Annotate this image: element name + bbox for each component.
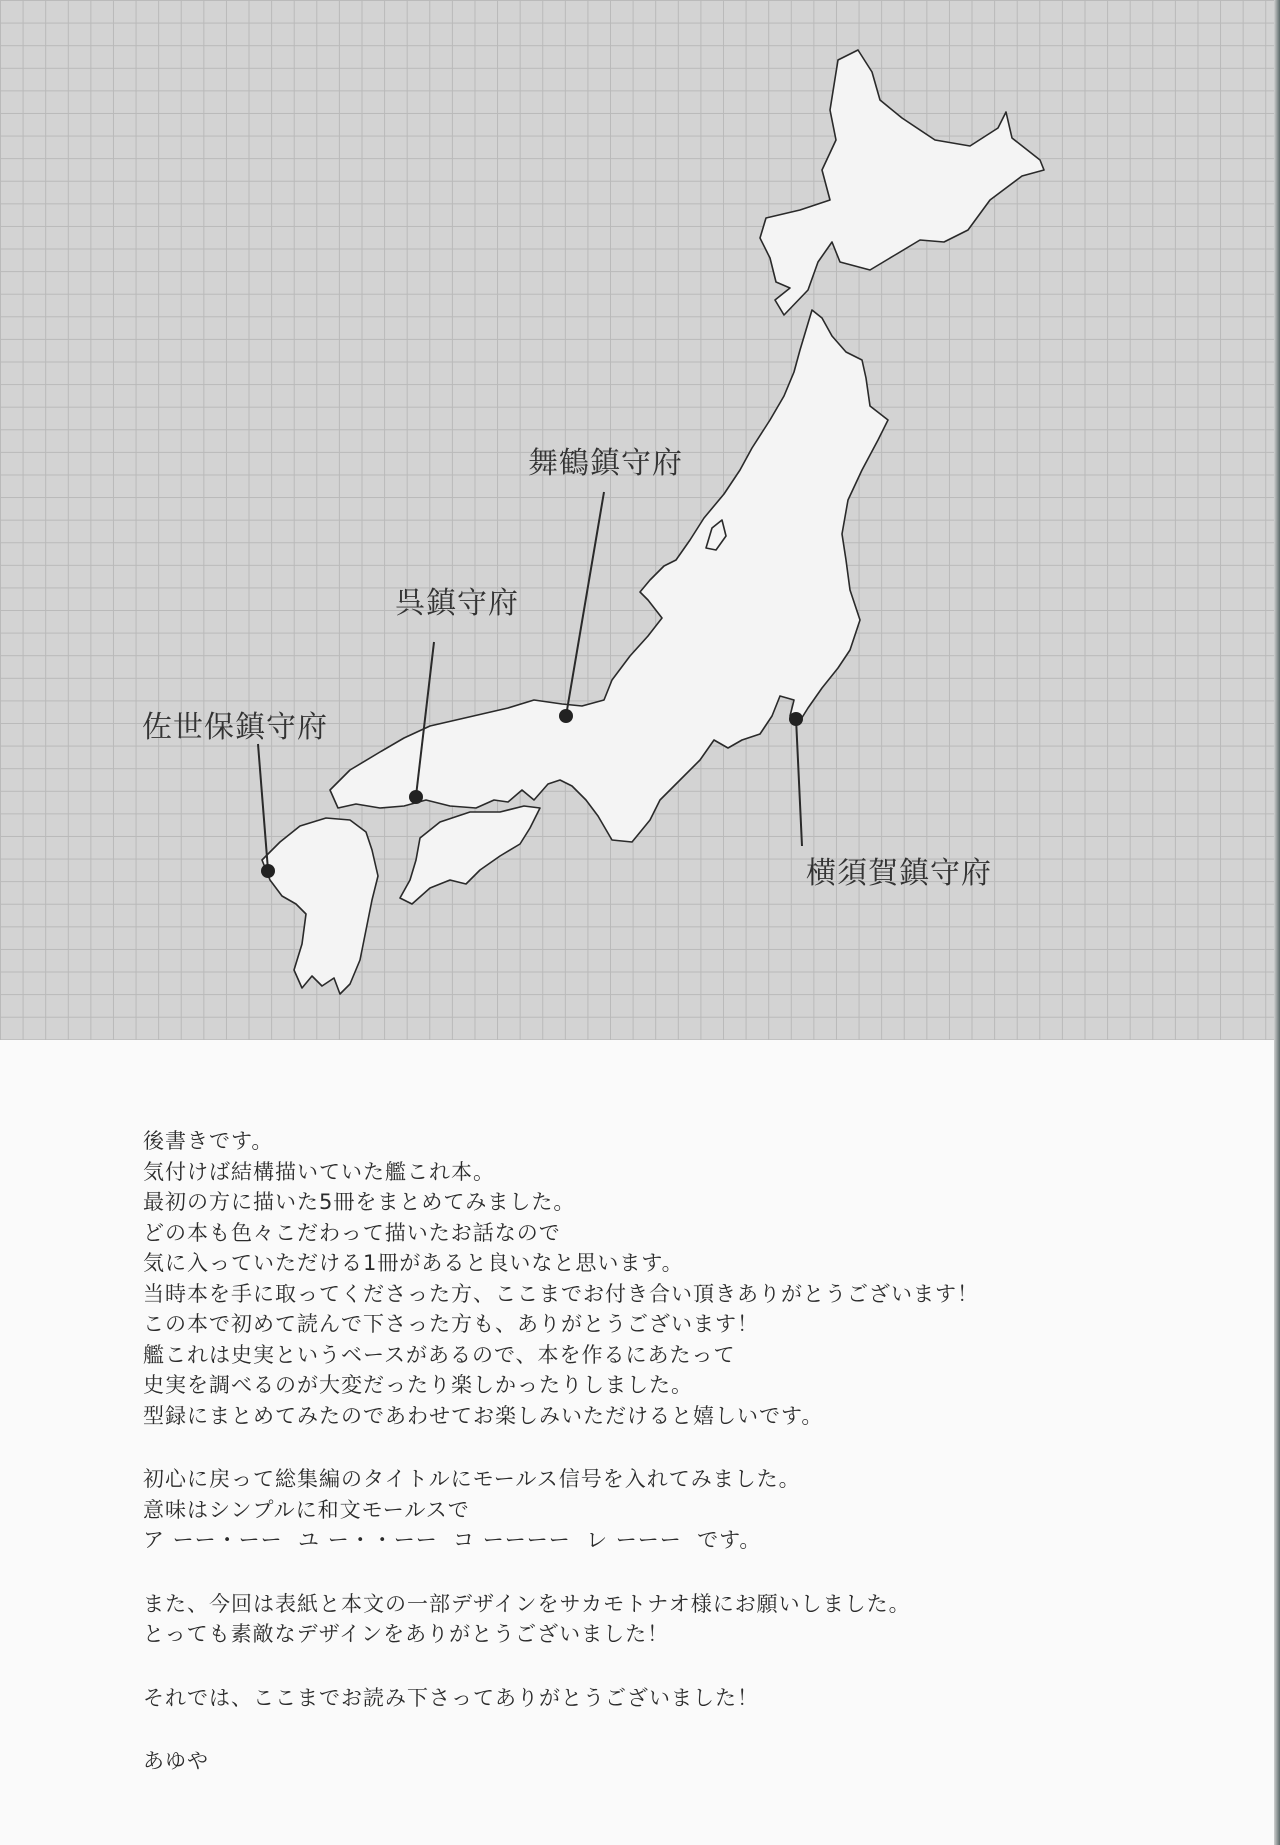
yokosuka-leader-line	[796, 718, 802, 846]
afterword-line: 史実を調べるのが大変だったり楽しかったりしました。	[143, 1373, 693, 1397]
afterword-line: どの本も色々こだわって描いたお話なので	[143, 1220, 561, 1245]
afterword-text	[143, 1126, 979, 1777]
hokkaido-shape	[760, 50, 1044, 315]
afterword-line: 気に入っていただける1冊があると良いなと思います。	[143, 1251, 684, 1275]
page-edge	[1274, 0, 1280, 1845]
afterword-line: とっても素敵なデザインをありがとうございました！	[143, 1622, 670, 1646]
afterword-line: 意味はシンプルに和文モールスで	[143, 1497, 470, 1522]
sasebo-marker	[261, 864, 275, 878]
afterword-line: 気付けば結構描いていた艦これ本。	[143, 1159, 495, 1184]
afterword-line: 型録にまとめてみたのであわせてお楽しみいただけると嬉しいです。	[143, 1403, 824, 1428]
afterword-line: それでは、ここまでお読み下さってありがとうございました！	[143, 1685, 759, 1710]
afterword-line: 最初の方に描いた5冊をまとめてみました。	[143, 1190, 576, 1214]
kyushu-shape	[262, 818, 378, 994]
kure-label: 呉鎮守府	[395, 586, 519, 621]
signature: あゆや	[143, 1749, 209, 1773]
afterword-line: 初心に戻って総集編のタイトルにモールス信号を入れてみました。	[143, 1467, 801, 1491]
honshu-shape	[330, 310, 888, 842]
maizuru-label: 舞鶴鎮守府	[528, 446, 683, 481]
maizuru-marker	[559, 709, 573, 723]
afterword-line: 艦これは史実というベースがあるので、本を作るにあたって	[143, 1342, 736, 1367]
kure-marker	[409, 790, 423, 804]
sasebo-label: 佐世保鎮守府	[142, 710, 328, 745]
yokosuka-label: 横須賀鎮守府	[806, 856, 992, 891]
yokosuka-marker	[789, 712, 803, 726]
shikoku-shape	[400, 806, 540, 904]
afterword-line: 後書きです。	[143, 1129, 274, 1153]
afterword-line: この本で初めて読んで下さった方も、ありがとうございます！	[143, 1312, 759, 1336]
afterword-line: 当時本を手に取ってくださった方、ここまでお付き合い頂きありがとうございます！	[143, 1281, 979, 1306]
morse-line: ア ーー・ーー ユ ー・・ーー コ ーーーー レ ーーー です。	[143, 1528, 762, 1552]
sasebo-leader-line	[258, 744, 268, 870]
maizuru-leader-line	[566, 492, 604, 716]
afterword-line: また、今回は表紙と本文の一部デザインをサカモトナオ様にお願いしました。	[143, 1591, 911, 1616]
